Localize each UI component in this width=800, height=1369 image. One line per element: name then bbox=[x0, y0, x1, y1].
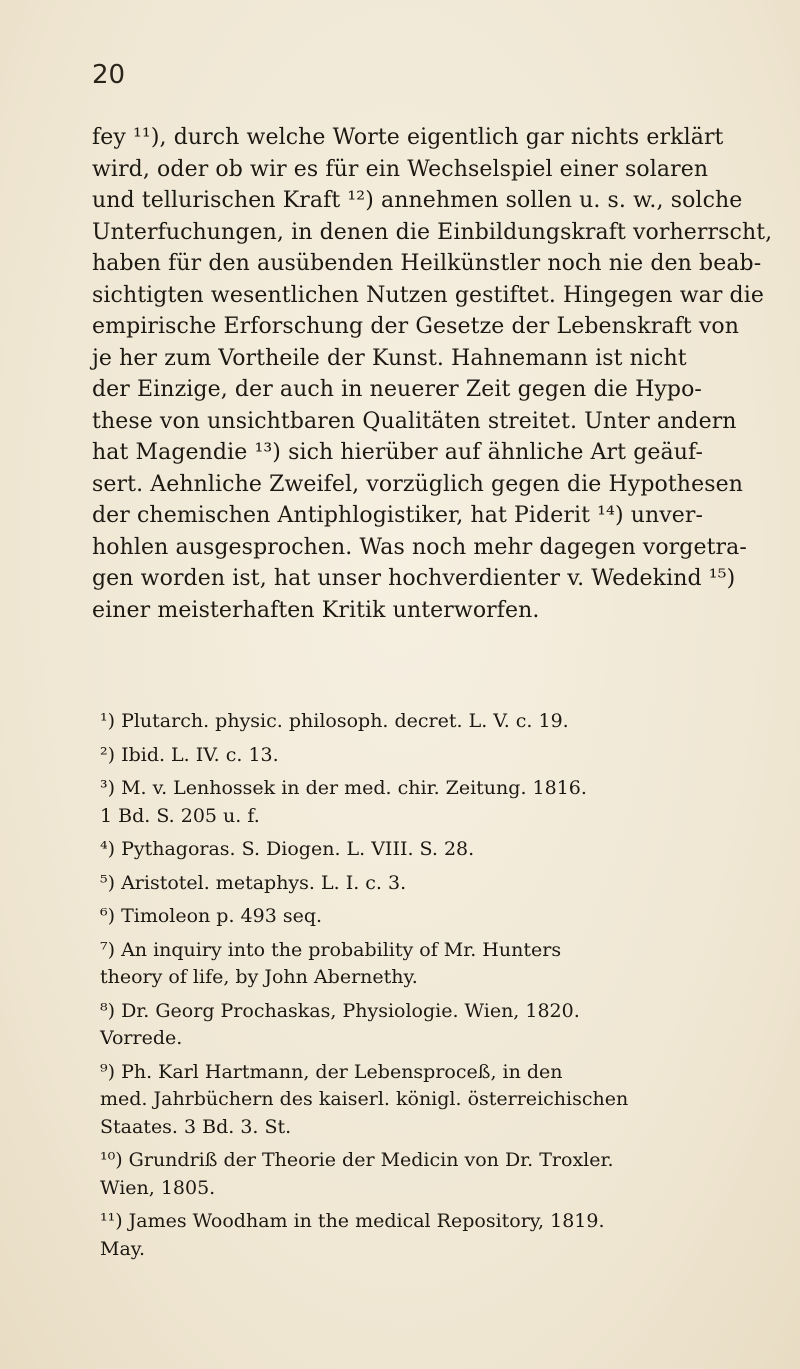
footnote-line: ³) M. v. Lenhossek in der med. chir. Zeitung. 1816. bbox=[100, 777, 587, 799]
text-line: sichtigten wesentlichen Nutzen gestiftet. Hingegen war die bbox=[92, 282, 764, 308]
footnote-line: Vorrede. bbox=[100, 1027, 183, 1049]
text-line: haben für den ausübenden Heilkünstler noch nie den beab- bbox=[92, 251, 762, 276]
text-line: einer meisterhaften Kritik unterworfen. bbox=[92, 597, 540, 623]
text-line: Unterfuchungen, in denen die Einbildungskraft vorherrscht, bbox=[92, 219, 773, 245]
text-line: hat Magendie ¹³) sich hierüber auf ähnliche Art geäuf- bbox=[92, 440, 703, 465]
text-line: gen worden ist, hat unser hochverdienter v. Wedekind ¹⁵) bbox=[92, 566, 736, 591]
footnote-line: ⁵) Aristotel. metaphys. L. I. c. 3. bbox=[100, 871, 407, 894]
footnote-line: May. bbox=[100, 1237, 146, 1260]
footnote-line: ¹) Plutarch. physic. philosoph. decret. L. V. c. 19. bbox=[100, 710, 569, 732]
text-line: je her zum Vortheile der Kunst. Hahnemann ist nicht bbox=[92, 345, 687, 371]
footnote-line: ⁷) An inquiry into the probability of Mr. Hunters bbox=[100, 938, 562, 961]
footnote-line: ⁸) Dr. Georg Prochaskas, Physiologie. Wien, 1820. bbox=[100, 999, 580, 1022]
footnote-line: ¹¹) James Woodham in the medical Repository, 1819. bbox=[100, 1210, 605, 1232]
footnote-line: ¹⁰) Grundriß der Theorie der Medicin von Dr. Troxler. bbox=[100, 1149, 614, 1171]
text-line: wird, oder ob wir es für ein Wechselspiel einer solaren bbox=[92, 156, 709, 182]
text-line: der chemischen Antiphlogistiker, hat Piderit ¹⁴) unver- bbox=[92, 503, 704, 528]
footnote-line: med. Jahrbüchern des kaiserl. königl. österreichischen bbox=[100, 1088, 629, 1110]
main-text bbox=[92, 122, 773, 626]
page-number: 20 bbox=[92, 60, 126, 90]
text-line: hohlen ausgesprochen. Was noch mehr dagegen vorgetra- bbox=[92, 534, 747, 560]
footnote-line: ⁶) Timoleon p. 493 seq. bbox=[100, 905, 323, 927]
footnote-line: ⁴) Pythagoras. S. Diogen. L. VIII. S. 28. bbox=[100, 838, 475, 860]
text-line: fey ¹¹), durch welche Worte eigentlich gar nichts erklärt bbox=[92, 125, 724, 150]
footnotes bbox=[100, 708, 740, 1263]
text-line: und tellurischen Kraft ¹²) annehmen sollen u. s. w., solche bbox=[92, 188, 743, 213]
footnote-line: theory of life, by John Abernethy. bbox=[100, 966, 418, 988]
footnote-line: ²) Ibid. L. IV. c. 13. bbox=[100, 743, 279, 766]
text-line: der Einzige, der auch in neuerer Zeit gegen die Hypo- bbox=[92, 377, 702, 402]
text-line: these von unsichtbaren Qualitäten streitet. Unter andern bbox=[92, 408, 737, 434]
footnote-line: Wien, 1805. bbox=[100, 1176, 216, 1199]
footnote-line: ⁹) Ph. Karl Hartmann, der Lebensproceß, in den bbox=[100, 1060, 563, 1083]
footnote-line: 1 Bd. S. 205 u. f. bbox=[100, 804, 260, 827]
footnote-line: Staates. 3 Bd. 3. St. bbox=[100, 1115, 292, 1138]
text-line: sert. Aehnliche Zweifel, vorzüglich gegen die Hypothesen bbox=[92, 471, 743, 497]
text-line: empirische Erforschung der Gesetze der Lebenskraft von bbox=[92, 314, 739, 339]
